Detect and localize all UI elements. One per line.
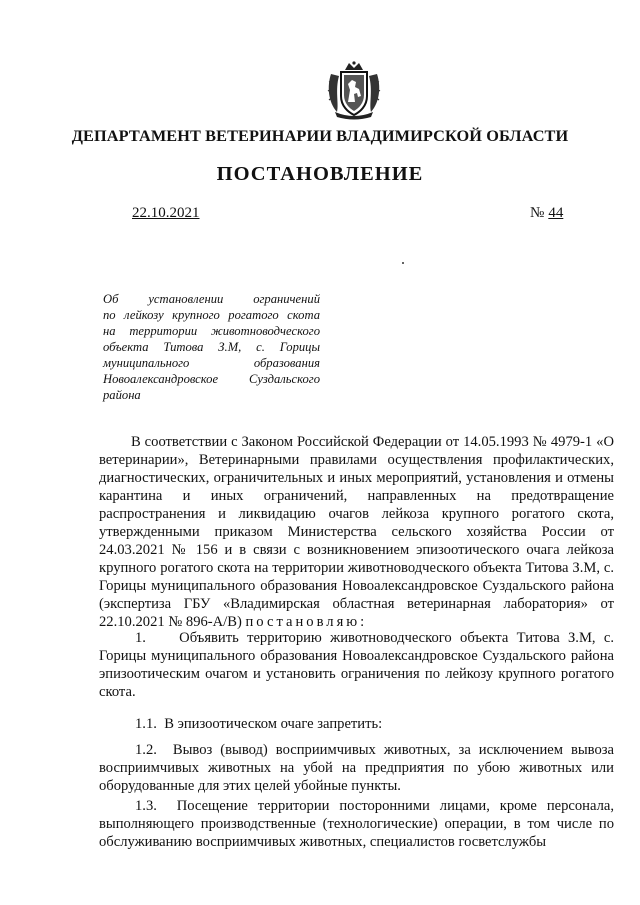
subject-line: района [103,388,141,402]
subject-block [103,291,320,403]
preamble-paragraph [99,433,614,631]
number-value: 44 [548,205,564,221]
department-name: ДЕПАРТАМЕНТ ВЕТЕРИНАРИИ ВЛАДИМИРСКОЙ ОБЛАСТИ [71,126,569,145]
coat-of-arms-emblem [325,60,383,120]
clause-1-1: 1.1. В эпизоотическом очаге запретить: [135,716,383,732]
subject-line: по лейкозу крупного рогатого скота [103,308,320,322]
subject-line: объекта Титова З.М, с. Горицы [103,340,320,354]
clause-1: 1. Объявить территорию животноводческого объекта Титова З.М, с. Горицы муниципального образования Новоалександровское Суздальского района эпизоотическим очагом и установить ограничения по лейкозу крупного рогатого скота. [99,630,614,700]
document-number [530,205,563,222]
stray-dot [402,262,404,264]
document-date: 22.10.2021 [132,205,200,221]
document-type-title: ПОСТАНОВЛЕНИЕ [216,163,424,185]
subject-line: Об установлении ограничений [103,292,320,306]
subject-line: Новоалександровское Суздальского [103,372,320,386]
subject-line: муниципального образования [103,356,320,370]
decree-word: постановляю: [245,614,368,630]
preamble-text: В соответствии с Законом Российской Федерации от 14.05.1993 № 4979-1 «О ветеринарии», Ветеринарными правилами осуществления профилактических, диагностических, ограничительных и иных мероприятий, установления и отмены карантина и иных ограничений, направленных на предотвращение распространения и ликвидацию очагов лейкоза крупного рогатого скота, утвержденными приказом Министерства сельского хозяйства России от 24.03.2021 № 156 и в связи с возникновением эпизоотического очага лейкоза крупного рогатого скота на территории животноводческого объекта Титова З.М, с. Горицы муниципального образования Новоалександровское Суздальского района (экспертиза ГБУ «Владимирская областная ветеринарная лаборатория» от 22.10.2021 № 896-А/В) [99,434,614,630]
subject-line: на территории животноводческого [103,324,320,338]
clause-1-2: 1.2. Вывоз (вывод) восприимчивых животных, за исключением вывоза восприимчивых животных на убой на предприятия по убою животных или оборудованные для этих целей убойные пункты. [99,742,614,794]
clause-1-3: 1.3. Посещение территории посторонними лицами, кроме персонала, выполняющего производственные (технологические) операции, в том числе по обслуживанию восприимчивых животных, специалистов госветслужбы [99,798,614,850]
number-sign: № [530,205,545,221]
